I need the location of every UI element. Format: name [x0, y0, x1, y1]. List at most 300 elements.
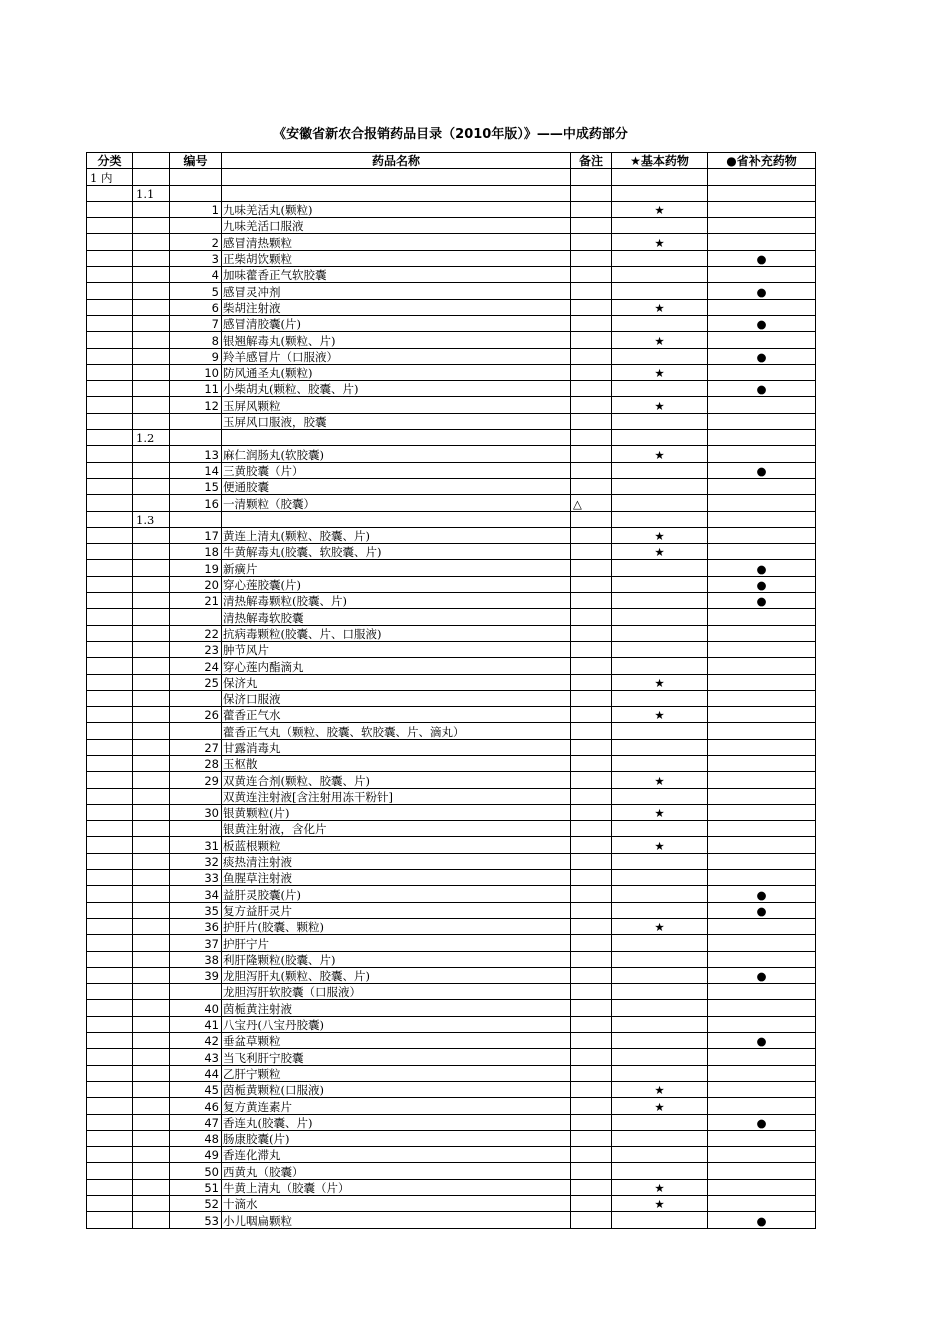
note-cell: [571, 593, 612, 609]
drug-name-cell: 穿心莲内酯滴丸: [222, 658, 571, 674]
category-cell: [87, 1114, 133, 1130]
provincial-mark-cell: [708, 185, 816, 201]
subcategory-cell: [133, 772, 170, 788]
table-row: [87, 1147, 816, 1163]
drug-name-cell: 便通胶囊: [222, 478, 571, 494]
drug-name-cell: 小儿咽扁颗粒: [222, 1212, 571, 1228]
category-cell: [87, 853, 133, 869]
provincial-mark-cell: [708, 234, 816, 250]
category-cell: [87, 1130, 133, 1146]
essential-mark-cell: ★: [612, 397, 708, 413]
number-cell: 6: [170, 299, 222, 315]
provincial-mark-cell: ●: [708, 967, 816, 983]
number-cell: 2: [170, 234, 222, 250]
category-cell: [87, 511, 133, 527]
provincial-mark-cell: [708, 1049, 816, 1065]
table-row: [87, 462, 816, 478]
category-cell: [87, 804, 133, 820]
category-cell: [87, 658, 133, 674]
number-cell: 40: [170, 1000, 222, 1016]
category-cell: [87, 755, 133, 771]
table-row: [87, 918, 816, 934]
essential-mark-cell: ★: [612, 707, 708, 723]
subcategory-cell: [133, 267, 170, 283]
header-subcategory: [133, 153, 170, 169]
number-cell: 29: [170, 772, 222, 788]
subcategory-cell: [133, 201, 170, 217]
note-cell: [571, 804, 612, 820]
table-row: [87, 593, 816, 609]
drug-name-cell: 护肝宁片: [222, 935, 571, 951]
table-row: [87, 478, 816, 494]
number-cell: 33: [170, 870, 222, 886]
table-row: [87, 739, 816, 755]
essential-mark-cell: ★: [612, 804, 708, 820]
note-cell: [571, 1098, 612, 1114]
category-cell: [87, 707, 133, 723]
header-provincial-supplement: ●省补充药物: [708, 153, 816, 169]
number-cell: 3: [170, 250, 222, 266]
category-cell: [87, 1081, 133, 1097]
table-row: [87, 804, 816, 820]
subcategory-cell: [133, 853, 170, 869]
number-cell: 34: [170, 886, 222, 902]
drug-catalog-table: [86, 152, 816, 1229]
drug-name-cell: 鱼腥草注射液: [222, 870, 571, 886]
provincial-mark-cell: [708, 544, 816, 560]
drug-name-cell: 肠康胶囊(片): [222, 1130, 571, 1146]
table-row: [87, 1016, 816, 1032]
table-row: [87, 397, 816, 413]
category-cell: [87, 462, 133, 478]
note-cell: [571, 381, 612, 397]
essential-mark-cell: [612, 462, 708, 478]
provincial-mark-cell: [708, 267, 816, 283]
note-cell: [571, 853, 612, 869]
table-row: [87, 560, 816, 576]
essential-mark-cell: ★: [612, 234, 708, 250]
drug-name-cell: 香连化滞丸: [222, 1147, 571, 1163]
table-row: [87, 935, 816, 951]
number-cell: 37: [170, 935, 222, 951]
number-cell: [170, 609, 222, 625]
number-cell: 46: [170, 1098, 222, 1114]
number-cell: 35: [170, 902, 222, 918]
subcategory-cell: 1.2: [133, 430, 170, 446]
note-cell: [571, 185, 612, 201]
essential-mark-cell: [612, 1163, 708, 1179]
note-cell: [571, 250, 612, 266]
drug-name-cell: 小柴胡丸(颗粒、胶囊、片): [222, 381, 571, 397]
number-cell: 50: [170, 1163, 222, 1179]
drug-name-cell: 加味藿香正气软胶囊: [222, 267, 571, 283]
category-cell: [87, 935, 133, 951]
table-row: [87, 381, 816, 397]
drug-name-cell: 藿香正气水: [222, 707, 571, 723]
number-cell: 27: [170, 739, 222, 755]
category-cell: [87, 674, 133, 690]
table-row: [87, 723, 816, 739]
essential-mark-cell: ★: [612, 299, 708, 315]
subcategory-cell: [133, 1212, 170, 1228]
subcategory-cell: [133, 1081, 170, 1097]
provincial-mark-cell: [708, 364, 816, 380]
provincial-mark-cell: [708, 853, 816, 869]
provincial-mark-cell: [708, 527, 816, 543]
essential-mark-cell: [612, 984, 708, 1000]
essential-mark-cell: [612, 250, 708, 266]
category-cell: [87, 1179, 133, 1195]
table-row: [87, 576, 816, 592]
drug-name-cell: [222, 511, 571, 527]
provincial-mark-cell: [708, 446, 816, 462]
essential-mark-cell: [612, 593, 708, 609]
subcategory-cell: [133, 544, 170, 560]
number-cell: 52: [170, 1196, 222, 1212]
number-cell: [170, 723, 222, 739]
essential-mark-cell: [612, 413, 708, 429]
category-cell: [87, 1049, 133, 1065]
number-cell: 8: [170, 332, 222, 348]
category-cell: [87, 185, 133, 201]
note-cell: [571, 739, 612, 755]
drug-name-cell: 八宝丹(八宝丹胶囊): [222, 1016, 571, 1032]
essential-mark-cell: [612, 478, 708, 494]
number-cell: 4: [170, 267, 222, 283]
note-cell: [571, 886, 612, 902]
provincial-mark-cell: [708, 658, 816, 674]
table-row: [87, 690, 816, 706]
note-cell: [571, 283, 612, 299]
header-drug-name: 药品名称: [222, 153, 571, 169]
essential-mark-cell: [612, 381, 708, 397]
drug-name-cell: 正柴胡饮颗粒: [222, 250, 571, 266]
subcategory-cell: [133, 1000, 170, 1016]
note-cell: [571, 755, 612, 771]
drug-name-cell: 香连丸(胶囊、片): [222, 1114, 571, 1130]
number-cell: 12: [170, 397, 222, 413]
drug-name-cell: 保济丸: [222, 674, 571, 690]
provincial-mark-cell: [708, 772, 816, 788]
provincial-mark-cell: [708, 984, 816, 1000]
table-row: [87, 1081, 816, 1097]
table-row: [87, 332, 816, 348]
category-cell: [87, 772, 133, 788]
table-row: [87, 886, 816, 902]
category-cell: 1 内: [87, 169, 133, 185]
header-essential-drug: ★基本药物: [612, 153, 708, 169]
drug-name-cell: 银翘解毒丸(颗粒、片): [222, 332, 571, 348]
essential-mark-cell: [612, 951, 708, 967]
number-cell: 14: [170, 462, 222, 478]
category-cell: [87, 625, 133, 641]
table-row: [87, 250, 816, 266]
note-cell: [571, 674, 612, 690]
essential-mark-cell: ★: [612, 527, 708, 543]
drug-name-cell: 甘露消毒丸: [222, 739, 571, 755]
note-cell: [571, 984, 612, 1000]
note-cell: [571, 967, 612, 983]
category-cell: [87, 397, 133, 413]
subcategory-cell: [133, 332, 170, 348]
provincial-mark-cell: [708, 918, 816, 934]
essential-mark-cell: [612, 641, 708, 657]
essential-mark-cell: [612, 1033, 708, 1049]
category-cell: [87, 837, 133, 853]
note-cell: [571, 511, 612, 527]
provincial-mark-cell: [708, 609, 816, 625]
subcategory-cell: [133, 723, 170, 739]
subcategory-cell: [133, 918, 170, 934]
table-row: [87, 201, 816, 217]
category-cell: [87, 234, 133, 250]
number-cell: 31: [170, 837, 222, 853]
table-row: [87, 430, 816, 446]
drug-name-cell: 玉枢散: [222, 755, 571, 771]
category-cell: [87, 576, 133, 592]
provincial-mark-cell: [708, 1196, 816, 1212]
essential-mark-cell: [612, 283, 708, 299]
category-cell: [87, 1065, 133, 1081]
subcategory-cell: [133, 1098, 170, 1114]
number-cell: 36: [170, 918, 222, 934]
provincial-mark-cell: [708, 821, 816, 837]
subcategory-cell: [133, 674, 170, 690]
number-cell: 22: [170, 625, 222, 641]
note-cell: [571, 169, 612, 185]
drug-name-cell: 玉屏风颗粒: [222, 397, 571, 413]
subcategory-cell: [133, 902, 170, 918]
category-cell: [87, 886, 133, 902]
number-cell: 41: [170, 1016, 222, 1032]
provincial-mark-cell: [708, 495, 816, 511]
table-row: [87, 511, 816, 527]
subcategory-cell: [133, 1049, 170, 1065]
number-cell: 39: [170, 967, 222, 983]
drug-name-cell: 一清颗粒（胶囊）: [222, 495, 571, 511]
note-cell: [571, 462, 612, 478]
drug-name-cell: 利肝隆颗粒(胶囊、片): [222, 951, 571, 967]
category-cell: [87, 446, 133, 462]
category-cell: [87, 609, 133, 625]
table-row: [87, 641, 816, 657]
drug-name-cell: 三黄胶囊（片）: [222, 462, 571, 478]
subcategory-cell: [133, 886, 170, 902]
category-cell: [87, 218, 133, 234]
note-cell: [571, 788, 612, 804]
subcategory-cell: [133, 299, 170, 315]
subcategory-cell: [133, 381, 170, 397]
drug-name-cell: 柴胡注射液: [222, 299, 571, 315]
essential-mark-cell: [612, 967, 708, 983]
category-cell: [87, 690, 133, 706]
drug-name-cell: 茵栀黄颗粒(口服液): [222, 1081, 571, 1097]
table-row: [87, 1179, 816, 1195]
provincial-mark-cell: [708, 478, 816, 494]
table-row: [87, 1212, 816, 1228]
provincial-mark-cell: [708, 625, 816, 641]
number-cell: 26: [170, 707, 222, 723]
note-cell: [571, 397, 612, 413]
essential-mark-cell: [612, 1114, 708, 1130]
subcategory-cell: [133, 755, 170, 771]
essential-mark-cell: ★: [612, 332, 708, 348]
drug-name-cell: [222, 185, 571, 201]
drug-name-cell: 清热解毒颗粒(胶囊、片): [222, 593, 571, 609]
header-row: [87, 153, 816, 169]
drug-name-cell: 肿节风片: [222, 641, 571, 657]
table-row: [87, 1098, 816, 1114]
category-cell: [87, 967, 133, 983]
category-cell: [87, 918, 133, 934]
note-cell: [571, 723, 612, 739]
category-cell: [87, 870, 133, 886]
number-cell: 20: [170, 576, 222, 592]
category-cell: [87, 788, 133, 804]
provincial-mark-cell: [708, 641, 816, 657]
number-cell: 7: [170, 315, 222, 331]
provincial-mark-cell: [708, 1147, 816, 1163]
drug-name-cell: 茵栀黄注射液: [222, 1000, 571, 1016]
category-cell: [87, 723, 133, 739]
note-cell: [571, 364, 612, 380]
table-row: [87, 1065, 816, 1081]
number-cell: [170, 185, 222, 201]
subcategory-cell: [133, 1016, 170, 1032]
essential-mark-cell: ★: [612, 1196, 708, 1212]
category-cell: [87, 413, 133, 429]
note-cell: [571, 1163, 612, 1179]
drug-name-cell: 穿心莲胶囊(片): [222, 576, 571, 592]
note-cell: [571, 430, 612, 446]
table-row: [87, 1033, 816, 1049]
subcategory-cell: [133, 658, 170, 674]
essential-mark-cell: ★: [612, 446, 708, 462]
number-cell: 53: [170, 1212, 222, 1228]
table-row: [87, 299, 816, 315]
note-cell: [571, 332, 612, 348]
drug-name-cell: 感冒清热颗粒: [222, 234, 571, 250]
category-cell: [87, 381, 133, 397]
number-cell: [170, 821, 222, 837]
subcategory-cell: [133, 576, 170, 592]
note-cell: [571, 1179, 612, 1195]
provincial-mark-cell: ●: [708, 462, 816, 478]
provincial-mark-cell: [708, 804, 816, 820]
number-cell: 30: [170, 804, 222, 820]
essential-mark-cell: ★: [612, 837, 708, 853]
note-cell: [571, 1196, 612, 1212]
note-cell: [571, 234, 612, 250]
note-cell: [571, 1049, 612, 1065]
number-cell: 43: [170, 1049, 222, 1065]
essential-mark-cell: [612, 495, 708, 511]
number-cell: 25: [170, 674, 222, 690]
subcategory-cell: [133, 821, 170, 837]
number-cell: 16: [170, 495, 222, 511]
subcategory-cell: [133, 1114, 170, 1130]
category-cell: [87, 430, 133, 446]
category-cell: [87, 1000, 133, 1016]
subcategory-cell: [133, 788, 170, 804]
provincial-mark-cell: [708, 837, 816, 853]
essential-mark-cell: [612, 886, 708, 902]
number-cell: [170, 218, 222, 234]
number-cell: 10: [170, 364, 222, 380]
subcategory-cell: [133, 397, 170, 413]
drug-name-cell: 板蓝根颗粒: [222, 837, 571, 853]
table-row: [87, 967, 816, 983]
drug-name-cell: 牛黄上清丸（胶囊（片）: [222, 1179, 571, 1195]
provincial-mark-cell: [708, 755, 816, 771]
note-cell: [571, 1016, 612, 1032]
essential-mark-cell: [612, 739, 708, 755]
provincial-mark-cell: [708, 511, 816, 527]
table-row: [87, 755, 816, 771]
drug-name-cell: 九味羌活丸(颗粒): [222, 201, 571, 217]
provincial-mark-cell: [708, 299, 816, 315]
number-cell: 51: [170, 1179, 222, 1195]
essential-mark-cell: [612, 935, 708, 951]
provincial-mark-cell: ●: [708, 250, 816, 266]
subcategory-cell: [133, 707, 170, 723]
table-row: [87, 609, 816, 625]
essential-mark-cell: ★: [612, 364, 708, 380]
drug-name-cell: 益肝灵胶囊(片): [222, 886, 571, 902]
category-cell: [87, 1098, 133, 1114]
note-cell: [571, 1147, 612, 1163]
provincial-mark-cell: [708, 707, 816, 723]
drug-name-cell: 感冒灵冲剂: [222, 283, 571, 299]
note-cell: [571, 690, 612, 706]
number-cell: 38: [170, 951, 222, 967]
note-cell: [571, 1114, 612, 1130]
provincial-mark-cell: [708, 1016, 816, 1032]
note-cell: [571, 870, 612, 886]
note-cell: [571, 1212, 612, 1228]
essential-mark-cell: ★: [612, 1081, 708, 1097]
drug-name-cell: 羚羊感冒片（口服液）: [222, 348, 571, 364]
provincial-mark-cell: [708, 430, 816, 446]
drug-name-cell: 当飞利肝宁胶囊: [222, 1049, 571, 1065]
note-cell: [571, 1065, 612, 1081]
subcategory-cell: [133, 527, 170, 543]
number-cell: 13: [170, 446, 222, 462]
essential-mark-cell: [612, 1147, 708, 1163]
note-cell: [571, 658, 612, 674]
category-cell: [87, 250, 133, 266]
essential-mark-cell: [612, 1130, 708, 1146]
essential-mark-cell: [612, 1212, 708, 1228]
number-cell: 48: [170, 1130, 222, 1146]
essential-mark-cell: [612, 609, 708, 625]
subcategory-cell: [133, 984, 170, 1000]
table-row: [87, 185, 816, 201]
number-cell: 42: [170, 1033, 222, 1049]
number-cell: 9: [170, 348, 222, 364]
category-cell: [87, 1016, 133, 1032]
essential-mark-cell: [612, 576, 708, 592]
subcategory-cell: 1.3: [133, 511, 170, 527]
drug-name-cell: 双黄连注射液[含注射用冻干粉针]: [222, 788, 571, 804]
table-row: [87, 658, 816, 674]
category-cell: [87, 364, 133, 380]
category-cell: [87, 821, 133, 837]
category-cell: [87, 951, 133, 967]
subcategory-cell: [133, 609, 170, 625]
note-cell: [571, 413, 612, 429]
drug-name-cell: 黄连上清丸(颗粒、胶囊、片): [222, 527, 571, 543]
